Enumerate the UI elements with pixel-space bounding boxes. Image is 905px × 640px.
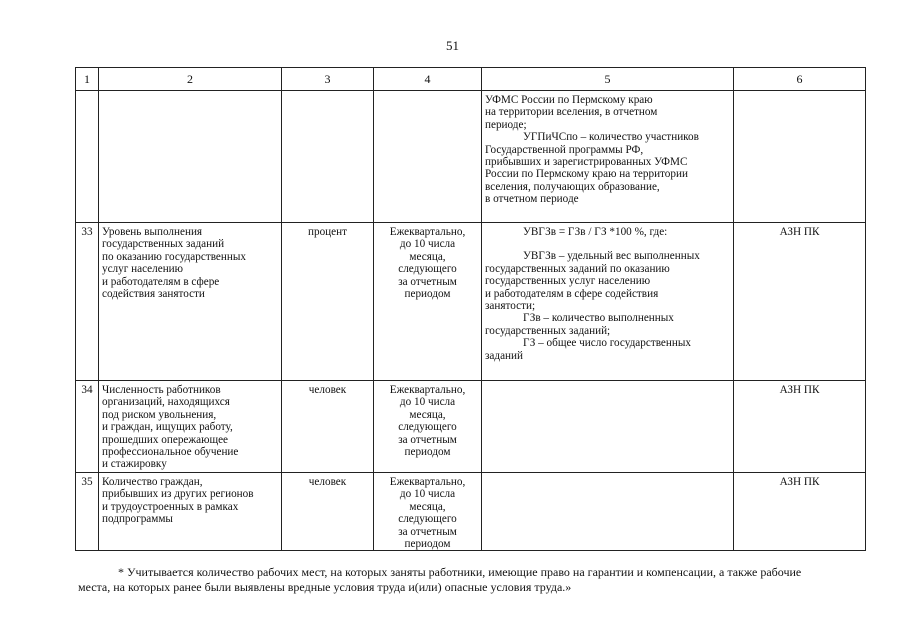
- column-header: 5: [482, 68, 734, 91]
- cell-text-line: профессиональное обучение: [102, 446, 239, 459]
- indicator-name-cell: [99, 223, 282, 381]
- cell-text-line: УГПиЧСпо – количество участников: [523, 131, 699, 144]
- source-cell: АЗН ПК: [734, 223, 866, 381]
- cell-text-line: и работодателям в сфере: [102, 275, 220, 288]
- cell-text-line: содействия занятости: [102, 288, 205, 301]
- cell-text-line: прошедших опережающее: [102, 433, 228, 446]
- cell-text-line: периодом: [404, 538, 451, 551]
- page-number: 51: [446, 38, 459, 53]
- cell-text-line: и трудоустроенных в рамках: [102, 500, 239, 513]
- cell-text-line: Уровень выполнения: [102, 226, 203, 238]
- cell-text-line: УФМС России по Пермскому краю: [485, 94, 653, 106]
- cell-text-line: России по Пермскому краю на территории: [485, 168, 688, 181]
- indicator-name-cell: [99, 381, 282, 473]
- cell-text-line: Ежеквартально,: [389, 226, 466, 238]
- period-cell: [374, 91, 482, 223]
- cell-text-line: государственных заданий: [102, 238, 225, 251]
- table-row: [76, 223, 866, 381]
- cell-text-line: Ежеквартально,: [389, 476, 466, 488]
- cell-text-line: следующего: [398, 513, 457, 526]
- cell-text-line: ГЗв – количество выполненных: [523, 312, 674, 325]
- row-number-cell: [76, 91, 99, 223]
- cell-text-line: Количество граждан,: [102, 476, 203, 488]
- period-cell: [374, 223, 482, 381]
- cell-text-line: периодом: [404, 288, 451, 301]
- cell-text-line: прибывших и зарегистрированных УФМС: [485, 156, 688, 169]
- cell-text-line: подпрограммы: [102, 513, 173, 526]
- cell-text-line: государственных заданий;: [485, 324, 611, 337]
- method-cell: [482, 473, 734, 551]
- cell-text-line: до 10 числа: [399, 396, 456, 409]
- cell-text-line: Численность работников: [102, 384, 221, 396]
- footnote: [78, 565, 873, 595]
- cell-text-line: под риском увольнения,: [102, 408, 217, 421]
- cell-text-line: следующего: [398, 421, 457, 434]
- spacer: [485, 238, 730, 250]
- cell-text-line: на территории вселения, в отчетном: [485, 106, 658, 119]
- source-cell: АЗН ПК: [734, 381, 866, 473]
- cell-text-line: за отчетным: [398, 525, 457, 538]
- footnote-line: * Учитывается количество рабочих мест, на которых заняты работники, имеющие право на гарантии и компенсации, а также рабочие: [118, 565, 802, 579]
- cell-text-line: до 10 числа: [399, 238, 456, 251]
- cell-text-line: прибывших из других регионов: [102, 488, 254, 501]
- column-header: 4: [374, 68, 482, 91]
- indicators-table: [75, 67, 866, 551]
- table-row: [76, 91, 866, 223]
- source-cell: АЗН ПК: [734, 473, 866, 551]
- column-header: 2: [99, 68, 282, 91]
- column-header: 6: [734, 68, 866, 91]
- unit-cell: человек: [282, 473, 374, 551]
- unit-cell: процент: [282, 223, 374, 381]
- table-row: [76, 473, 866, 551]
- cell-text-line: государственных заданий по оказанию: [485, 262, 670, 275]
- cell-text-line: периодом: [404, 446, 451, 459]
- cell-text-line: до 10 числа: [399, 488, 456, 501]
- table-row: [76, 381, 866, 473]
- cell-text-line: и работодателям в сфере содействия: [485, 287, 659, 300]
- cell-text-line: по оказанию государственных: [102, 250, 246, 263]
- cell-text-line: заданий: [485, 349, 524, 362]
- method-cell: [482, 91, 734, 223]
- cell-text-line: месяца,: [409, 250, 446, 263]
- cell-text-line: за отчетным: [398, 433, 457, 446]
- footnote-line: места, на которых ранее были выявлены вредные условия труда и(или) опасные условия труда.»: [78, 580, 572, 594]
- cell-text-line: УВГЗв – удельный вес выполненных: [523, 250, 700, 263]
- cell-text-line: в отчетном периоде: [485, 193, 579, 206]
- cell-text-line: организаций, находящихся: [102, 396, 230, 409]
- cell-text-line: Государственной программы РФ,: [485, 143, 644, 156]
- cell-text-line: УВГЗв = ГЗв / ГЗ *100 %, где:: [523, 226, 668, 238]
- cell-text-line: и граждан, ищущих работу,: [102, 421, 233, 434]
- cell-text-line: вселения, получающих образование,: [485, 180, 660, 193]
- cell-text-line: следующего: [398, 263, 457, 276]
- cell-text-line: периоде;: [485, 118, 527, 131]
- method-cell: [482, 381, 734, 473]
- unit-cell: [282, 91, 374, 223]
- row-number-cell: 33: [76, 223, 99, 381]
- unit-cell: человек: [282, 381, 374, 473]
- cell-text-line: услуг населению: [102, 263, 184, 276]
- indicator-name-cell: [99, 473, 282, 551]
- period-cell: [374, 473, 482, 551]
- column-header: 3: [282, 68, 374, 91]
- cell-text-line: месяца,: [409, 408, 446, 421]
- cell-text-line: Ежеквартально,: [389, 384, 466, 396]
- source-cell: [734, 91, 866, 223]
- cell-text-line: за отчетным: [398, 275, 457, 288]
- cell-text-line: государственных услуг населению: [485, 275, 651, 288]
- method-cell: [482, 223, 734, 381]
- cell-text-line: занятости;: [485, 300, 536, 313]
- column-header: 1: [76, 68, 99, 91]
- period-cell: [374, 381, 482, 473]
- table-header-row: [76, 68, 866, 91]
- cell-text-line: ГЗ – общее число государственных: [523, 337, 691, 350]
- cell-text-line: и стажировку: [102, 458, 167, 471]
- indicator-name-cell: [99, 91, 282, 223]
- row-number-cell: 34: [76, 381, 99, 473]
- cell-text-line: месяца,: [409, 500, 446, 513]
- row-number-cell: 35: [76, 473, 99, 551]
